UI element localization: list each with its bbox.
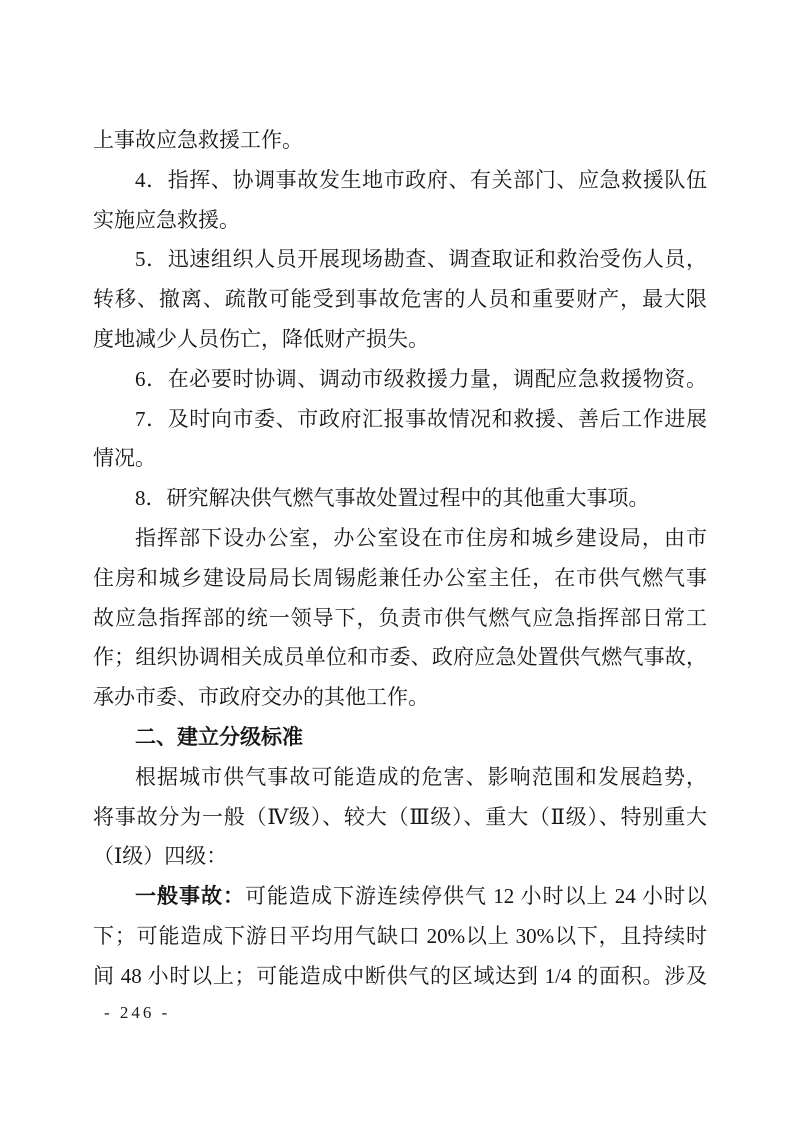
text-line-17 [93,758,707,798]
body-text: 将事故分为一般（Ⅳ级）、较大（Ⅲ级）、重大（Ⅱ级）、特别重大 [93,804,707,829]
text-line-11 [93,519,707,559]
body-text: 5．迅速组织人员开展现场勘查、调查取证和救治受伤人员， [135,247,707,272]
bold-heading-text: 二、建立分级标准 [135,725,303,749]
text-line-7 [93,360,707,400]
body-text: 4．指挥、协调事故发生地市政府、有关部门、应急救援队伍 [135,167,707,192]
document-lines [93,121,707,997]
body-text: 承办市委、市政府交办的其他工作。 [93,685,429,710]
text-line-12 [93,559,707,599]
body-text: 实施应急救援。 [93,207,240,232]
body-text: 6．在必要时协调、调动市级救援力量，调配应急救援物资。 [135,366,707,391]
text-line-18 [93,798,707,838]
body-text: 下；可能造成下游日平均用气缺口 20%以上 30%以下，且持续时 [93,923,707,948]
text-line-21 [93,917,707,957]
text-line-15 [93,678,707,718]
text-line-22 [93,957,707,997]
text-line-9 [93,439,707,479]
text-line-3 [93,201,707,241]
text-line-6 [93,320,707,360]
text-line-10 [93,479,707,519]
text-line-5 [93,280,707,320]
body-text: 7．及时向市委、市政府汇报事故情况和救援、善后工作进展 [135,406,707,431]
text-line-20 [93,877,707,917]
body-text: 可能造成下游连续停供气 12 小时以上 24 小时以 [245,884,707,909]
body-text: 情况。 [93,446,156,471]
text-line-19 [93,837,707,877]
body-text: 住房和城乡建设局局长周锡彪兼任办公室主任，在市供气燃气事 [93,565,707,590]
body-text: 故应急指挥部的统一领导下，负责市供气燃气应急指挥部日常工 [93,605,707,630]
text-line-2 [93,161,707,201]
text-line-13 [93,599,707,639]
text-line-4 [93,240,707,280]
body-text: 作；组织协调相关成员单位和市委、政府应急处置供气燃气事故， [93,645,707,670]
text-line-16 [93,718,707,758]
page-number: - 246 - [104,1003,171,1022]
text-line-1 [93,121,707,161]
text-line-14 [93,638,707,678]
body-text: 根据城市供气事故可能造成的危害、影响范围和发展趋势， [135,764,707,789]
bold-heading-text: 一般事故： [135,885,245,909]
body-text: 转移、撤离、疏散可能受到事故危害的人员和重要财产，最大限 [93,287,707,312]
text-line-8 [93,400,707,440]
body-text: 上事故应急救援工作。 [93,128,303,152]
body-text: 间 48 小时以上；可能造成中断供气的区域达到 1/4 的面积。涉及 [93,963,707,988]
body-text: 度地减少人员伤亡，降低财产损失。 [93,326,429,351]
body-text: （Ⅰ级）四级： [93,844,228,869]
body-text: 指挥部下设办公室，办公室设在市住房和城乡建设局，由市 [135,525,707,550]
body-text: 8．研究解决供气燃气事故处置过程中的其他重大事项。 [135,486,650,511]
